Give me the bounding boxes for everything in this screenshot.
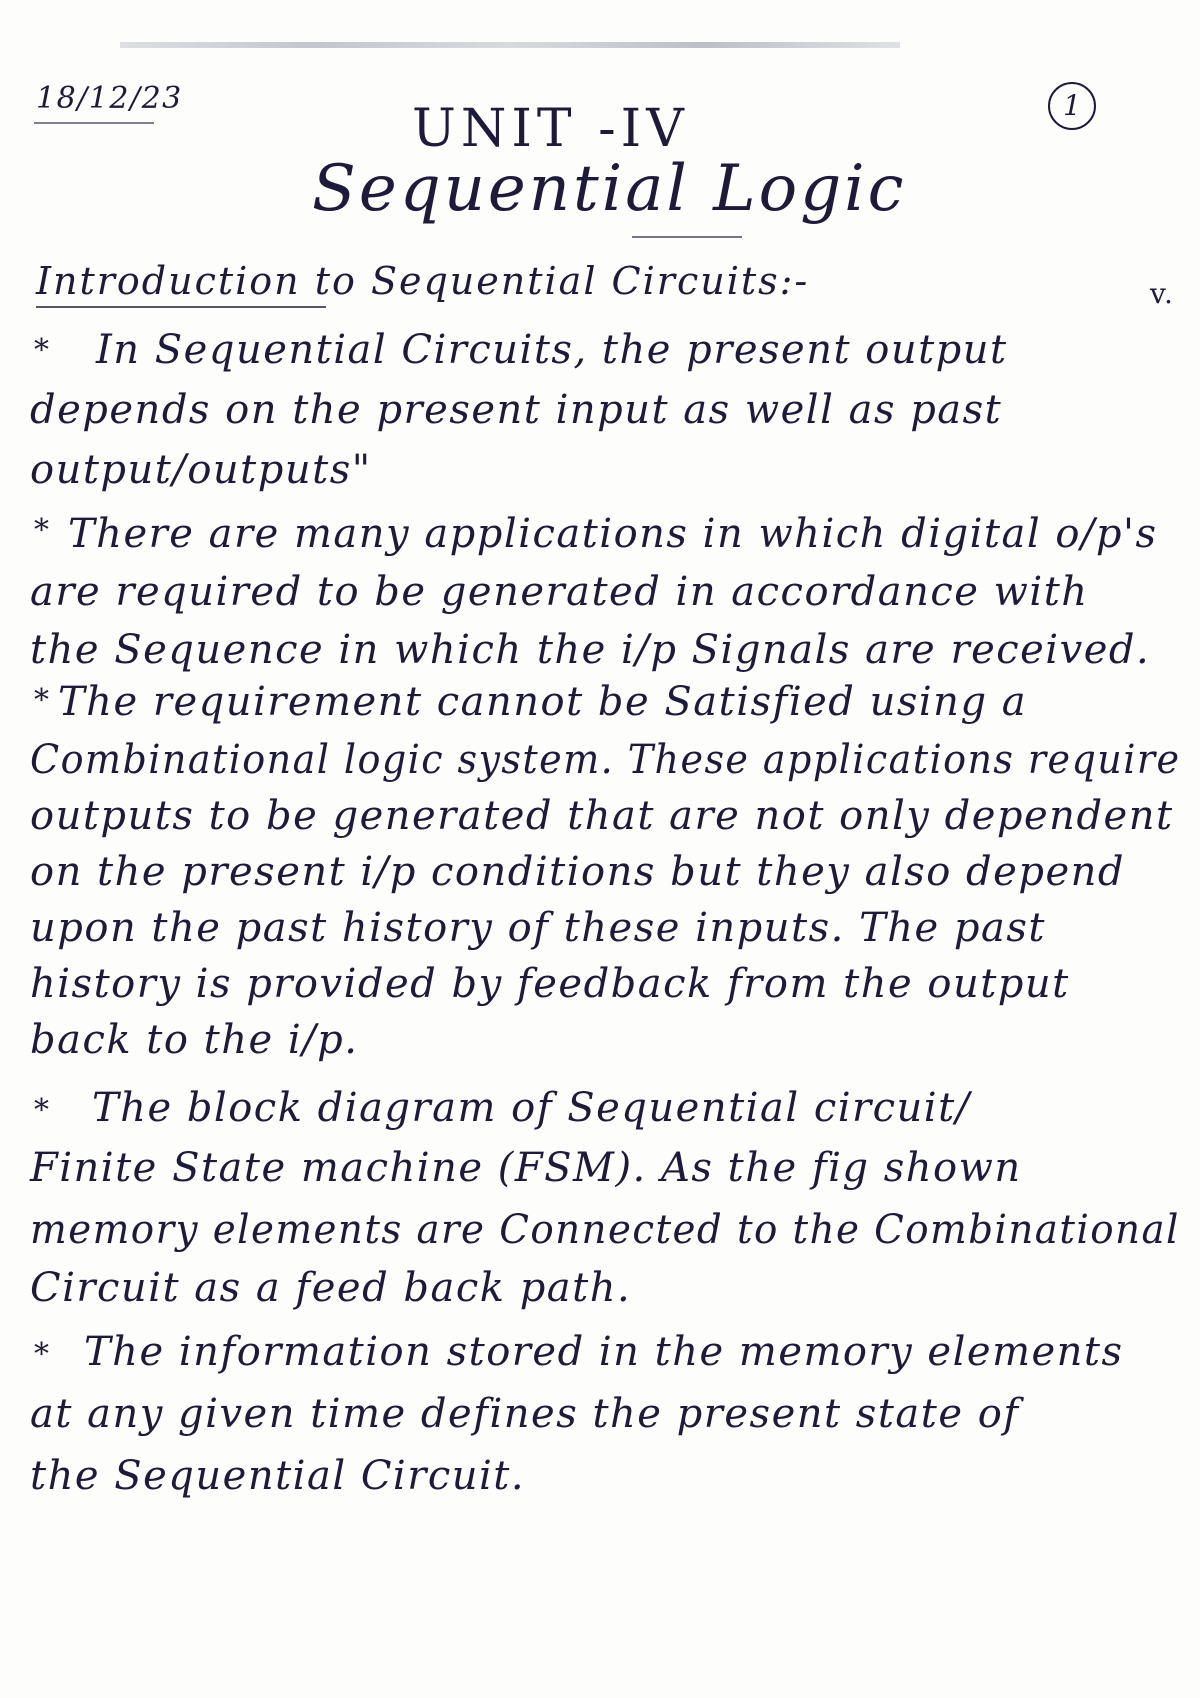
section-heading-underline [36,306,326,308]
text-line: Finite State machine (FSM). As the fig shown [30,1145,1022,1191]
text-line: history is provided by feedback from the output [30,961,1070,1007]
margin-mark: v. [1150,277,1175,310]
section-heading: Introduction to Sequential Circuits:- [36,259,810,303]
bullet-marker: * [34,683,51,718]
date: 18/12/23 [36,81,183,116]
text-line: memory elements are Connected to the Combinational [30,1207,1180,1253]
text-line: depends on the present input as well as past [30,387,1003,433]
bullet-marker: * [34,1337,51,1372]
title-underline [632,236,742,238]
page-top-edge [120,42,900,48]
text-line: The information stored in the memory elements [84,1329,1124,1375]
text-line: the Sequence in which the i/p Signals are received. [30,627,1151,673]
unit-heading: UNIT -IV [412,99,689,159]
page-title: Sequential Logic [312,152,907,226]
text-line: on the present i/p conditions but they also depend [30,849,1125,895]
text-line: at any given time defines the present state of [30,1391,1020,1437]
text-line: outputs to be generated that are not only dependent [30,793,1174,839]
text-line: Circuit as a feed back path. [30,1265,632,1311]
text-line: are required to be generated in accordance with [30,569,1089,615]
text-line: In Sequential Circuits, the present output [96,327,1008,373]
text-line: The block diagram of Sequential circuit/ [92,1085,971,1131]
text-line: back to the i/p. [30,1017,359,1063]
page-number: 1 [1048,82,1096,130]
date-underline [34,122,154,124]
text-line: The requirement cannot be Satisfied using a [58,679,1028,725]
text-line: the Sequential Circuit. [30,1453,526,1499]
text-line: Combinational logic system. These applications require [30,737,1181,783]
text-line: upon the past history of these inputs. The past [30,905,1046,951]
text-line: output/outputs" [30,447,372,493]
text-line: There are many applications in which digital o/p's [68,511,1158,557]
bullet-marker: * [34,333,51,368]
bullet-marker: * [34,513,51,548]
bullet-marker: * [34,1093,51,1128]
